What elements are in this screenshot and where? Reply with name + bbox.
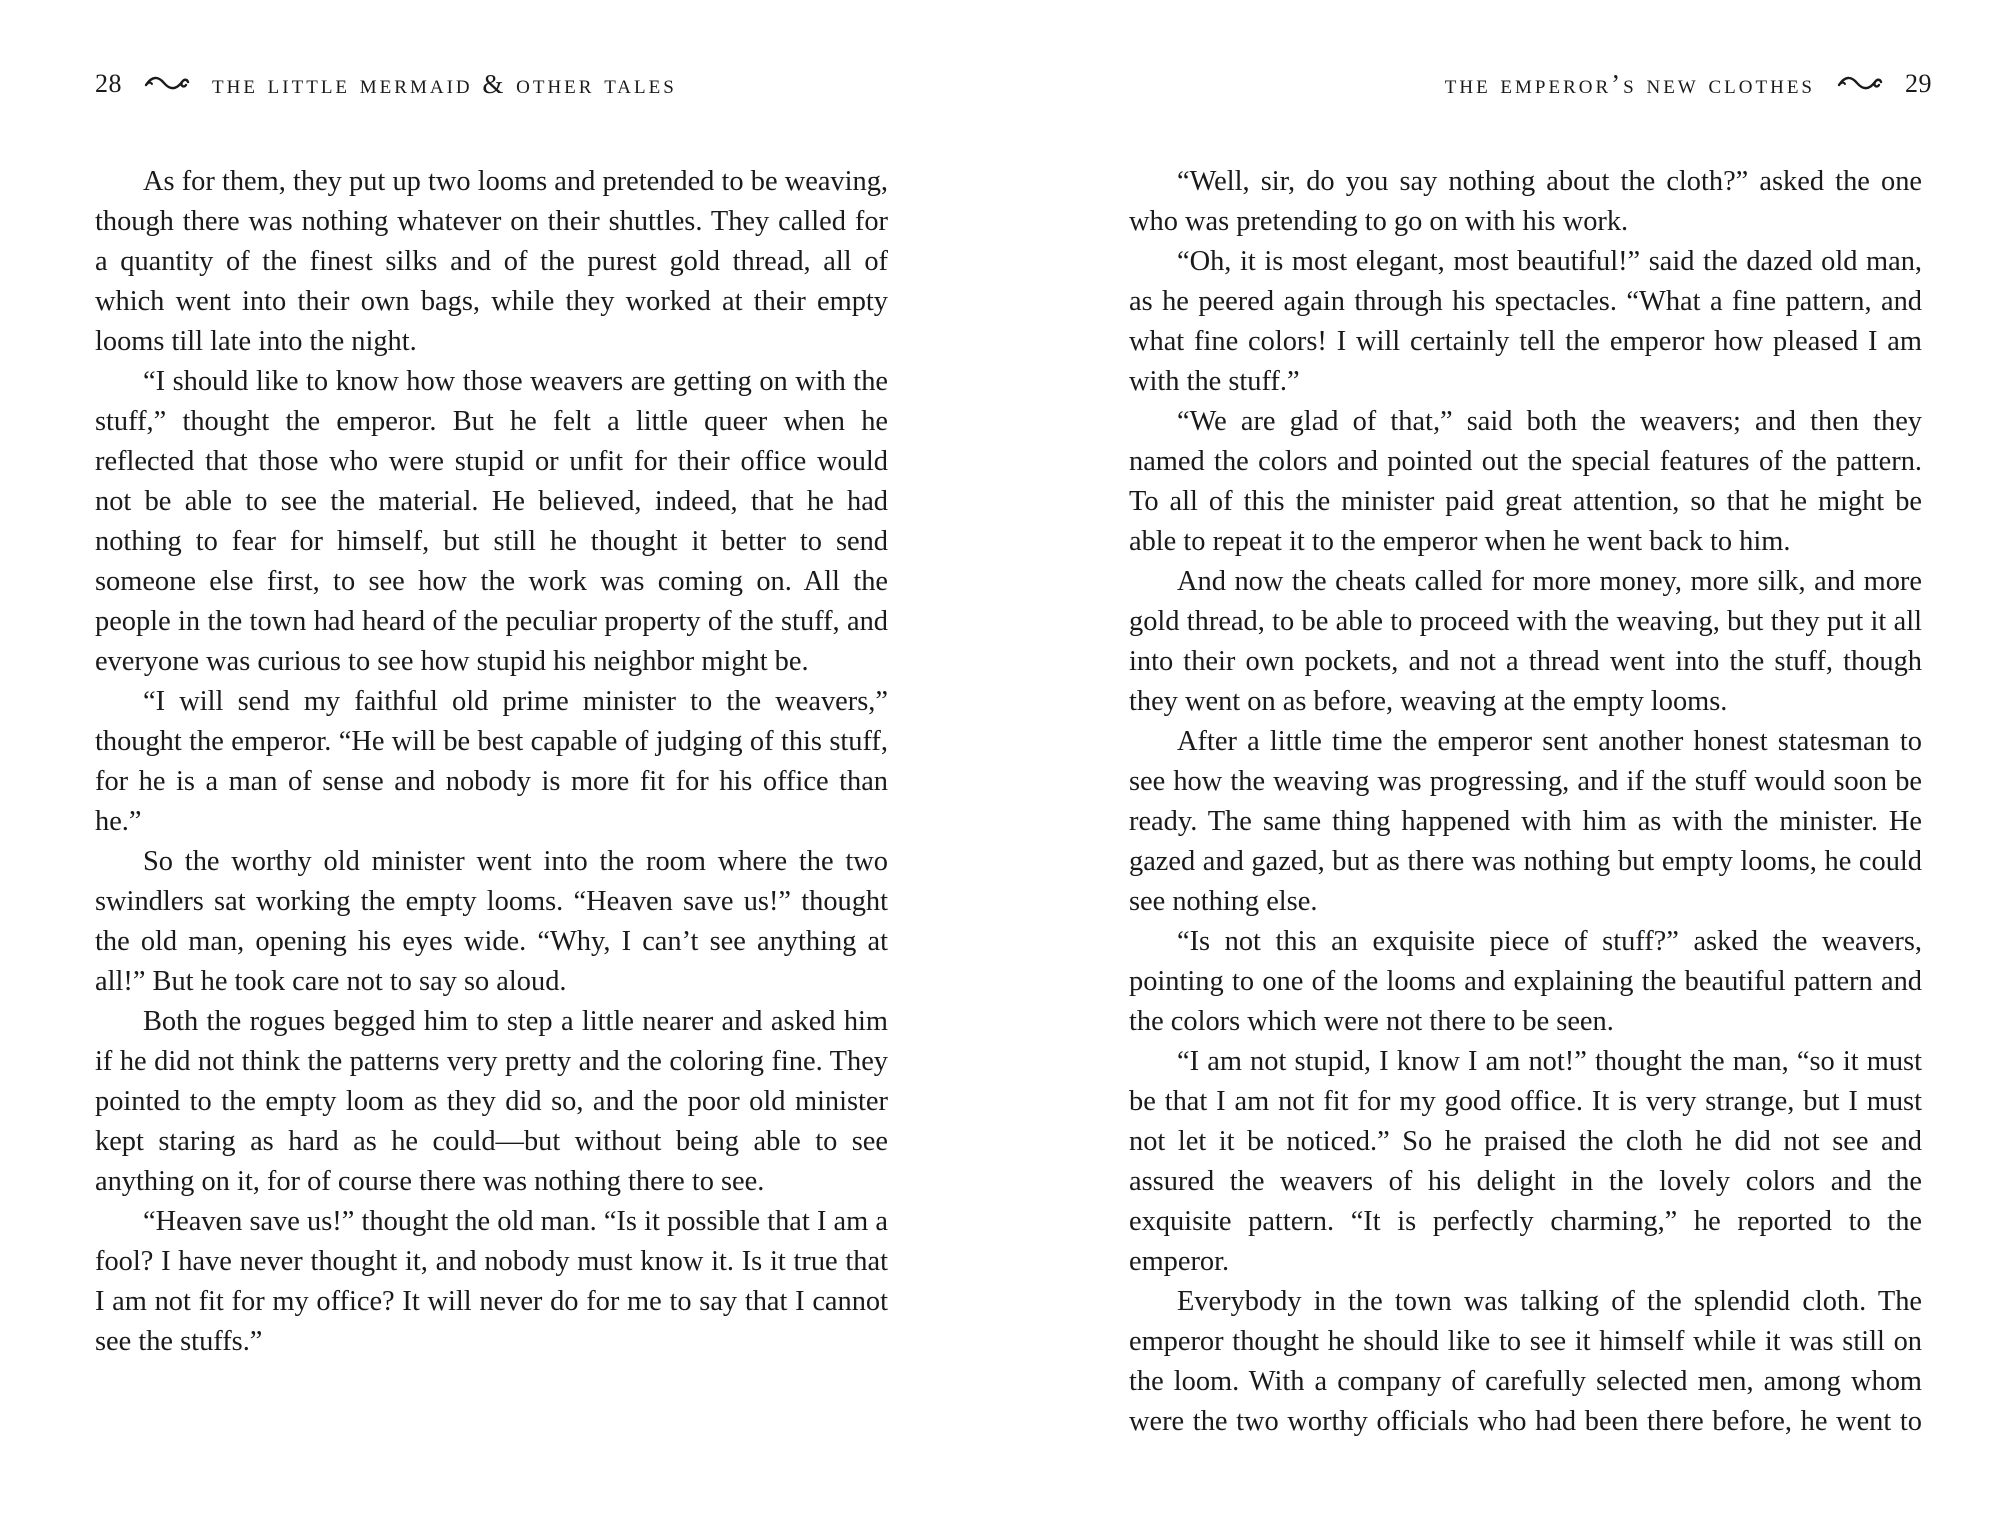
- page-number: 28: [95, 69, 122, 98]
- swash-ornament-icon: [1837, 73, 1883, 95]
- paragraph: After a little time the emperor sent another honest statesman to see how the weaving was progressing, and if the stuff would soon be ready. The same thing happened with him as with the minister. He gazed and gazed, but as there was nothing but empty looms, he could see nothing else.: [1129, 726, 1922, 917]
- paragraph: Both the rogues begged him to step a little nearer and asked him if he did not think the patterns very pretty and the coloring fine. They pointed to the empty loom as they did so, and the poor old minister kept staring as hard as he could—but without being able to see anything on it, for of course there was nothing there to see.: [95, 1006, 888, 1197]
- paragraph: As for them, they put up two looms and pretended to be weaving, though there was nothing whatever on their shuttles. They called for a quantity of the finest silks and of the purest gold thread, all of which went into their own bags, while they worked at their empty looms till late into the night.: [95, 166, 888, 357]
- paragraph: “We are glad of that,” said both the weavers; and then they named the colors and pointed out the special features of the pattern. To all of this the minister paid great attention, so that he might be able to repeat it to the emperor when he went back to him.: [1129, 406, 1922, 557]
- right-running-head: [1445, 64, 1932, 104]
- chapter-title: the emperor’s new clothes: [1444, 68, 1815, 99]
- paragraph: “Is not this an exquisite piece of stuff?” asked the weavers, pointing to one of the looms and explaining the beautiful pattern and the colors which were not there to be seen.: [1129, 926, 1922, 1037]
- right-body-text: [1129, 162, 1922, 1442]
- swash-ornament-icon: [144, 73, 190, 95]
- paragraph: “I am not stupid, I know I am not!” thought the man, “so it must be that I am not fit for my good office. It is very strange, but I must not let it be noticed.” So he praised the cloth he did not see and assured the weavers of his delight in the lovely colors and the exquisite pattern. “It is perfectly charming,” he reported to the emperor.: [1129, 1046, 1922, 1277]
- paragraph: So the worthy old minister went into the room where the two swindlers sat working the empty looms. “Heaven save us!” thought the old man, opening his eyes wide. “Why, I can’t see anything at all!” But he took care not to say so aloud.: [95, 846, 888, 997]
- book-title: the little mermaid & other tales: [212, 68, 677, 99]
- paragraph: “Oh, it is most elegant, most beautiful!” said the dazed old man, as he peered again through his spectacles. “What a fine pattern, and what fine colors! I will certainly tell the emperor how pleased I am with the stuff.”: [1129, 246, 1922, 397]
- paragraph: “Heaven save us!” thought the old man. “Is it possible that I am a fool? I have never thought it, and nobody must know it. Is it true that I am not fit for my office? It will never do for me to say that I cannot see the stuffs.”: [95, 1206, 888, 1357]
- right-page: [1000, 0, 2000, 1524]
- paragraph: And now the cheats called for more money, more silk, and more gold thread, to be able to proceed with the weaving, but they put it all into their own pockets, and not a thread went into the stuff, though they went on as before, weaving at the empty looms.: [1129, 566, 1922, 717]
- paragraph: “Well, sir, do you say nothing about the cloth?” asked the one who was pretending to go on with his work.: [1129, 166, 1922, 237]
- page-number: 29: [1905, 69, 1932, 98]
- paragraph: “I should like to know how those weavers are getting on with the stuff,” thought the emperor. But he felt a little queer when he reflected that those who were stupid or unfit for their office would not be able to see the material. He believed, indeed, that he had nothing to fear for himself, but still he thought it better to send someone else first, to see how the work was coming on. All the people in the town had heard of the peculiar property of the stuff, and everyone was curious to see how stupid his neighbor might be.: [95, 366, 888, 677]
- paragraph: “I will send my faithful old prime minister to the weavers,” thought the emperor. “He will be best capable of judging of this stuff, for he is a man of sense and nobody is more fit for his office than he.”: [95, 686, 888, 837]
- left-body-text: [95, 162, 888, 1362]
- paragraph: Everybody in the town was talking of the splendid cloth. The emperor thought he should like to see it himself while it was still on the loom. With a company of carefully selected men, among whom were the two worthy officials who had been there before, he went to: [1129, 1286, 1922, 1437]
- left-running-head: [95, 64, 677, 104]
